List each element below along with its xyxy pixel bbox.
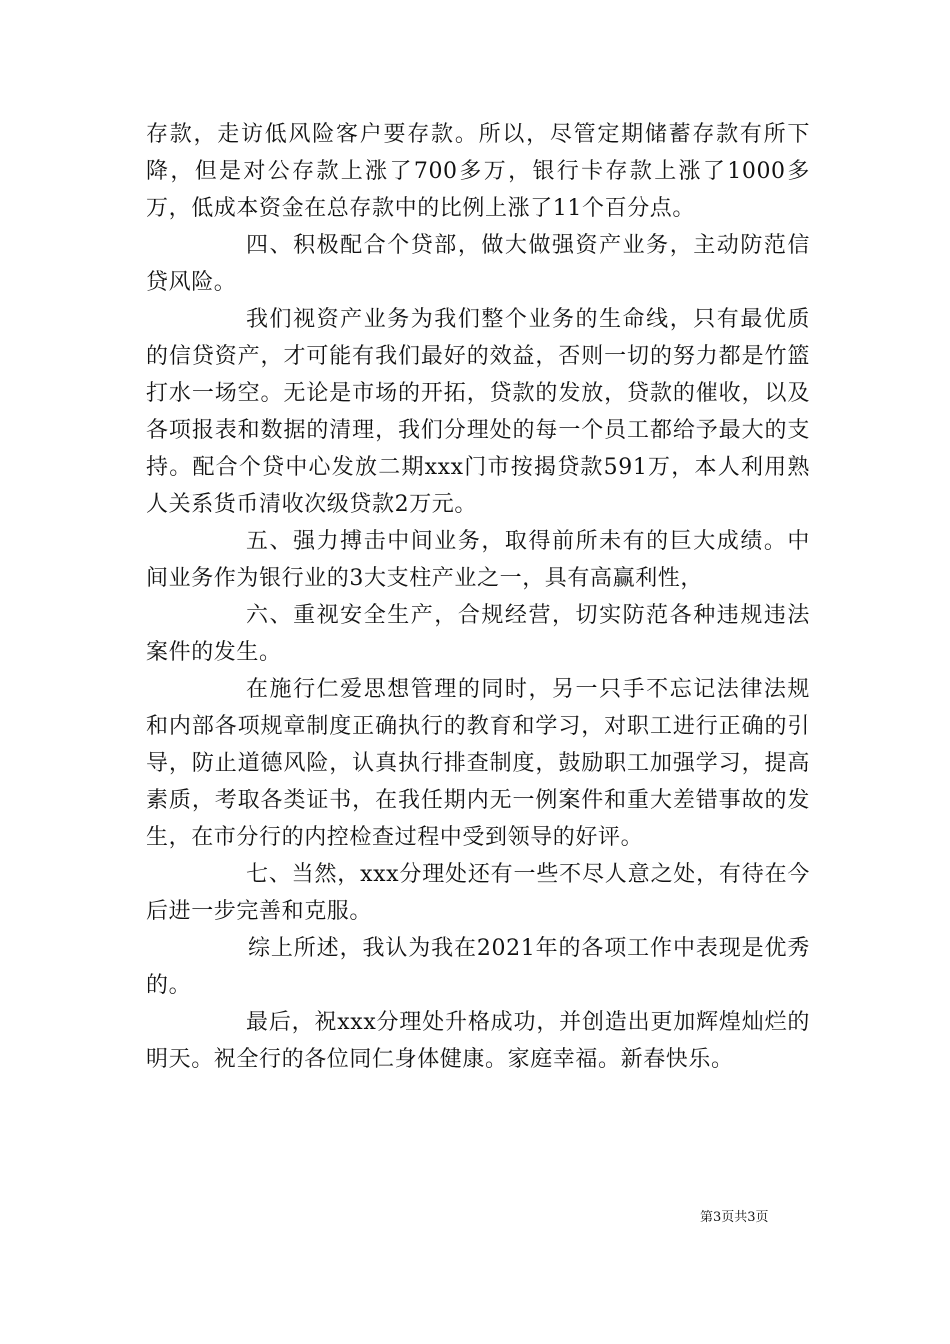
paragraph-6: 在施行仁爱思想管理的同时，另一只手不忘记法律法规和内部各项规章制度正确执行的教育和学习，对职工进行正确的引导，防止道德风险，认真执行排查制度，鼓励职工加强学习，提高素质，考取各类证书，在我任期内无一例案件和重大差错事故的发生，在市分行的内控检查过程中受到领导的好评。 [146,677,810,850]
paragraph-3: 我们视资产业务为我们整个业务的生命线，只有最优质的信贷资产，才可能有我们最好的效益，否则一切的努力都是竹篮打水一场空。无论是市场的开拓，贷款的发放，贷款的催收，以及各项报表和数据的清理，我们分理处的每一个员工都给予最大的支持。配合个贷中心发放二期xxx门市按揭贷款591万，本人利用熟人关系货币清收次级贷款2万元。 [146,307,810,517]
document-body [146,116,810,1078]
paragraph-9: 最后，祝xxx分理处升格成功，并创造出更加辉煌灿烂的明天。祝全行的各位同仁身体健康。家庭幸福。新春快乐。 [146,1010,810,1072]
paragraph-8: 综上所述，我认为我在2021年的各项工作中表现是优秀的。 [146,936,810,998]
paragraph-1: 存款，走访低风险客户要存款。所以，尽管定期储蓄存款有所下降，但是对公存款上涨了700多万，银行卡存款上涨了1000多万，低成本资金在总存款中的比例上涨了11个百分点。 [146,122,810,221]
paragraph-5: 六、重视安全生产，合规经营，切实防范各种违规违法案件的发生。 [146,603,810,665]
page-number: 第3页共3页 [700,1210,769,1225]
paragraph-7: 七、当然，xxx分理处还有一些不尽人意之处，有待在今后进一步完善和克服。 [146,862,810,924]
paragraph-2: 四、积极配合个贷部，做大做强资产业务，主动防范信贷风险。 [146,233,810,295]
paragraph-4: 五、强力搏击中间业务，取得前所未有的巨大成绩。中间业务作为银行业的3大支柱产业之一，具有高赢利性， [146,529,810,591]
